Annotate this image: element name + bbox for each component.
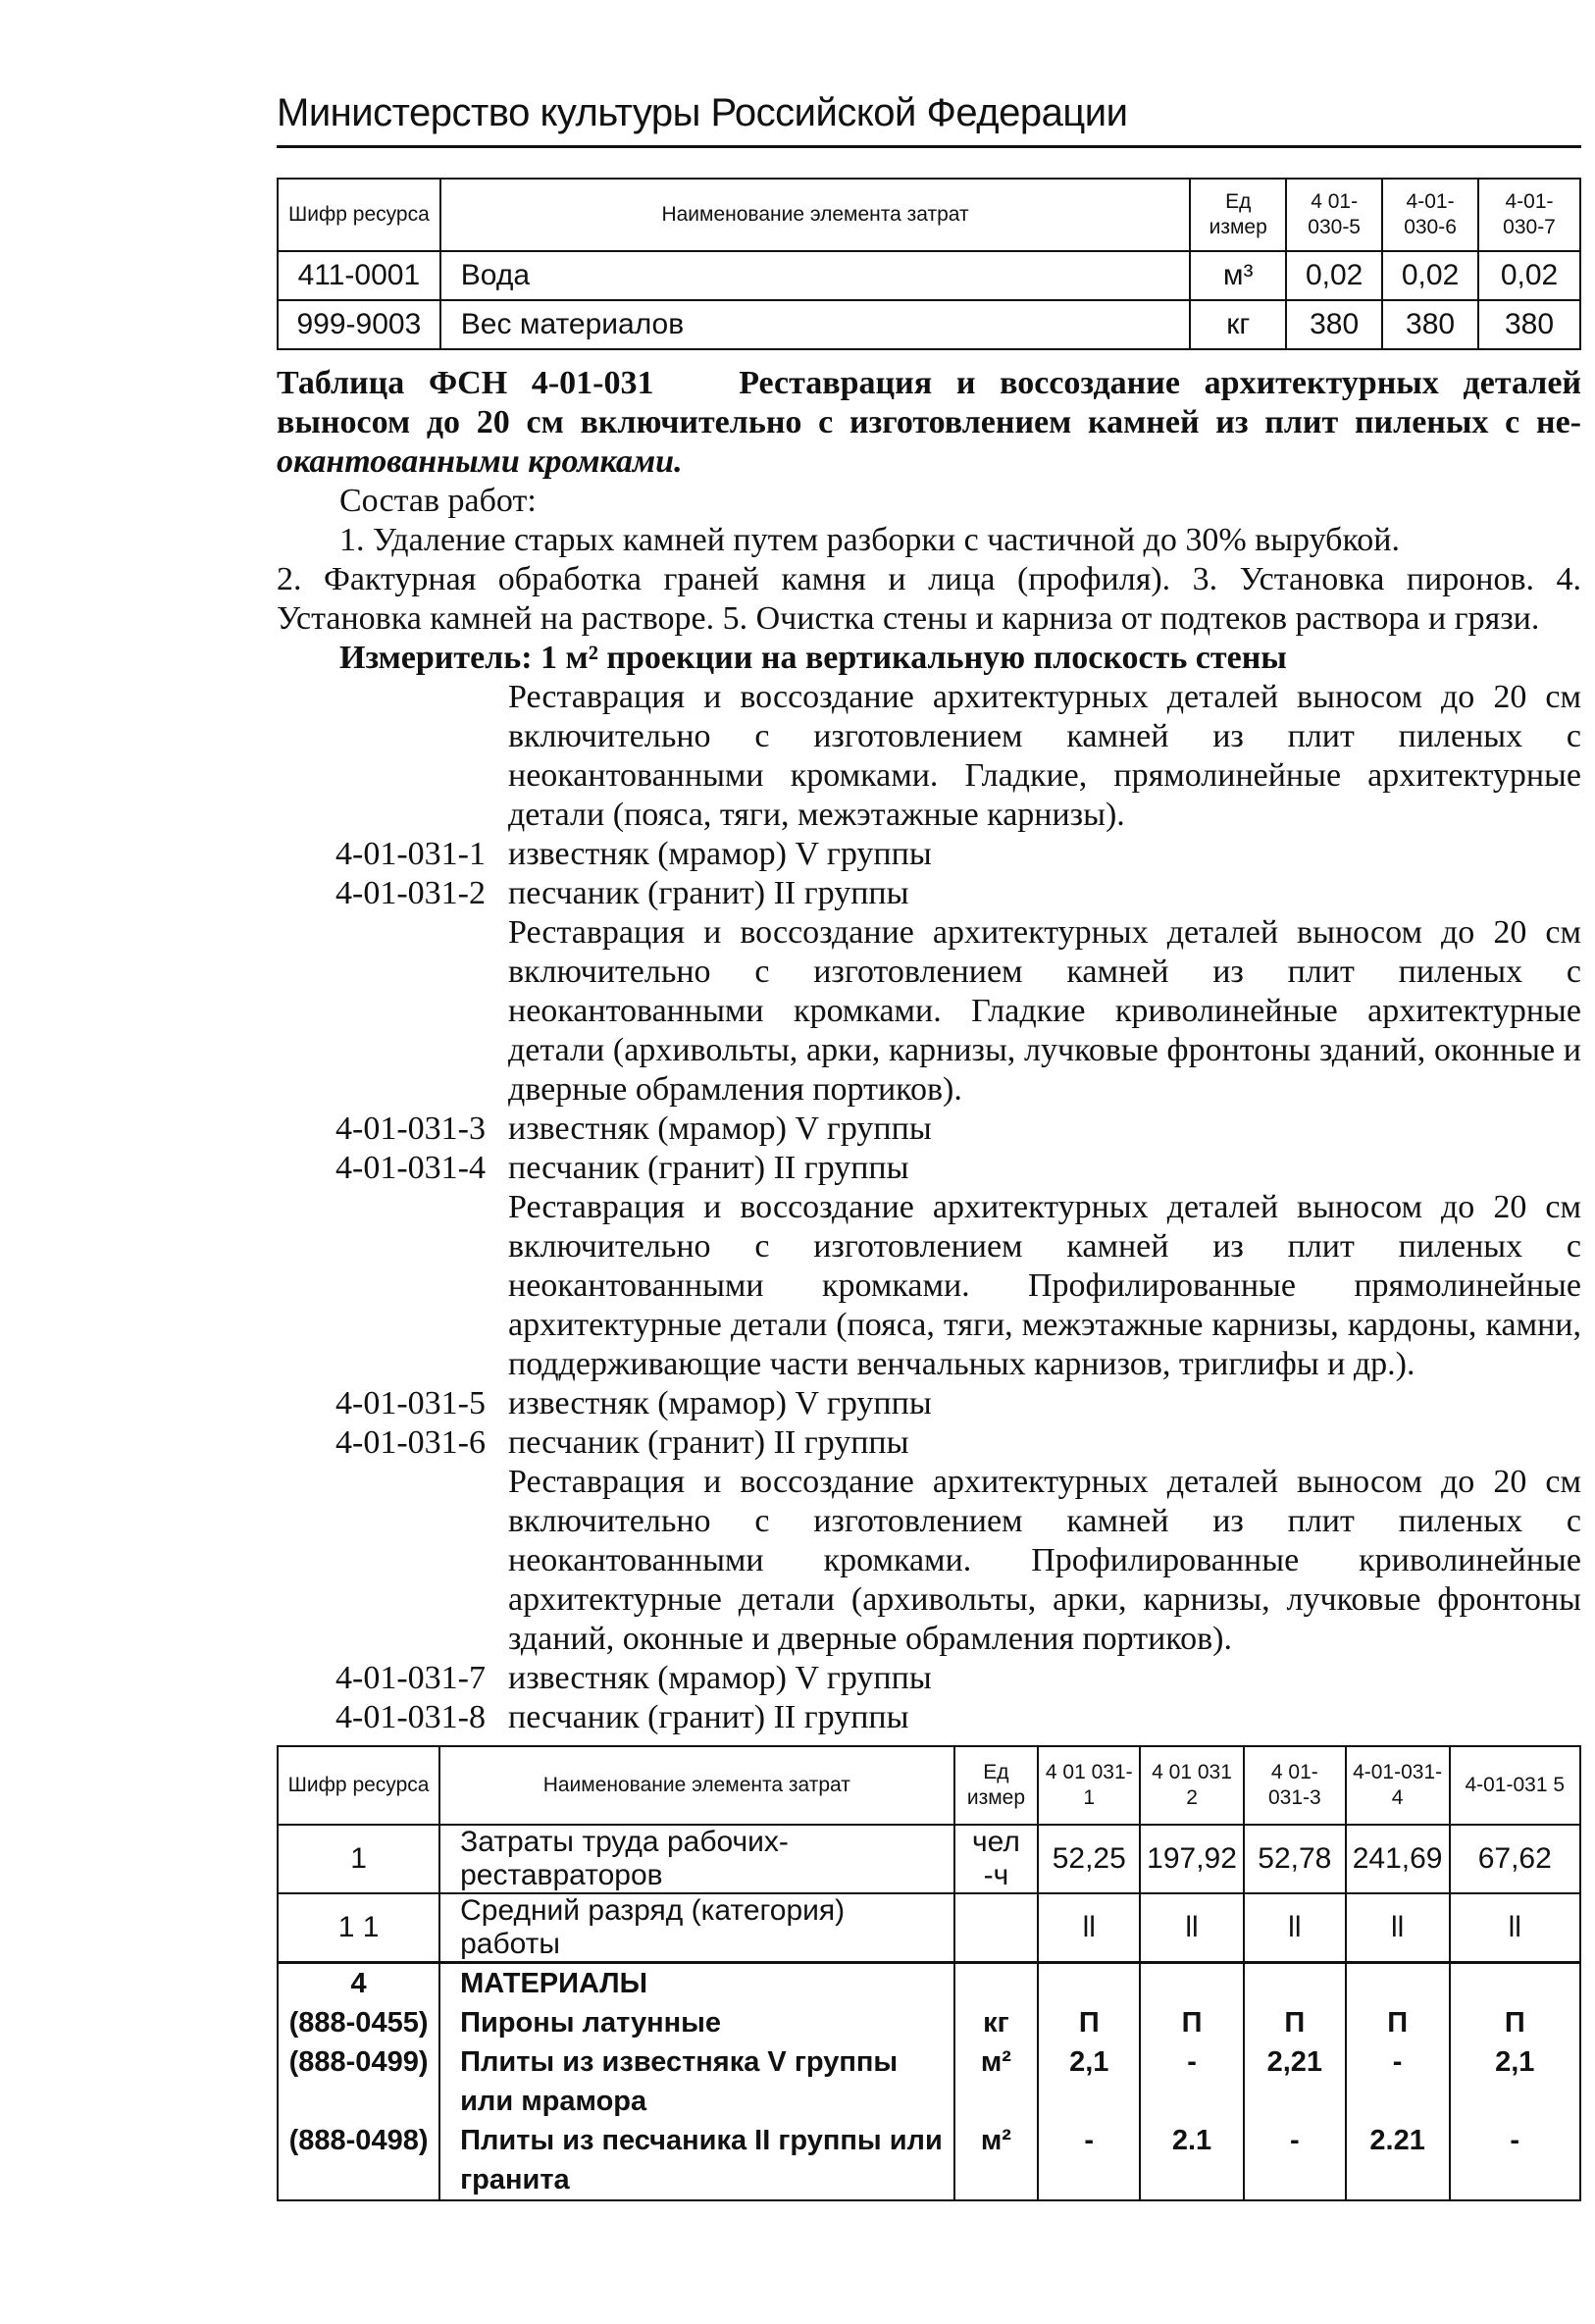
norm-description: песчаник (гранит) II группы <box>508 1424 909 1461</box>
table-cell: - <box>1346 2042 1450 2121</box>
table-header-cell: 4-01-030-6 <box>1382 179 1478 251</box>
table-cell: П <box>1038 2003 1140 2042</box>
table-cell: 380 <box>1286 300 1382 349</box>
table-cell: 0,02 <box>1286 251 1382 300</box>
measure-unit: Измеритель: 1 м² проекции на вертикальную плоскость стены <box>339 640 1287 676</box>
table-header-cell: Ед измер <box>1190 179 1286 251</box>
table-header-cell: 4 01 031 2 <box>1140 1746 1244 1825</box>
table-cell <box>1244 1963 1346 2004</box>
norm-code <box>277 1188 508 1384</box>
norm-description: Реставрация и воссоздание архитектурных деталей выносом до 20 см включительно с изготовлением камней из плит пиленых с неокантованными кромками. Профилированные криволинейные архитектурные детали (архивольты, арки, карнизы, лучковые фронтоны зданий, оконные и дверные обрамления портиков). <box>508 1464 1581 1657</box>
composition-first-line: 1. Удаление старых камней путем разборки с частичной до 30% вырубкой. <box>339 522 1400 558</box>
table-cell: 197,92 <box>1140 1825 1244 1893</box>
list-item <box>277 1423 1581 1463</box>
table-cell: 2,1 <box>1038 2042 1140 2121</box>
table-cell: Плиты из песчаника II группы или гранита <box>439 2121 953 2200</box>
table-cell: П <box>1450 2003 1581 2042</box>
table-title-code: Таблица ФСН 4-01-031 <box>277 365 654 401</box>
table-cell: 67,62 <box>1450 1825 1581 1893</box>
list-item <box>277 1110 1581 1149</box>
table-cell <box>1038 1963 1140 2004</box>
norm-description: песчаник (гранит) II группы <box>508 1699 909 1735</box>
list-item <box>277 1149 1581 1188</box>
table-cell: П <box>1244 2003 1346 2042</box>
table-cell: м² <box>954 2042 1039 2121</box>
table-header-cell: 4 01-030-5 <box>1286 179 1382 251</box>
table-row <box>278 2042 1580 2121</box>
norm-description: Реставрация и воссоздание архитектурных деталей выносом до 20 см включительно с изготовлением камней из плит пиленых с неокантованными кромками. Профилированные прямолинейные архитектурные детали (пояса, тяги, межэтажные карнизы, кардоны, камни, поддерживающие части венчальных карнизов, триглифы и др.). <box>508 1189 1581 1382</box>
table-cell: кг <box>954 2003 1039 2042</box>
table-cell: 1 1 <box>278 1893 439 1963</box>
table-row <box>278 251 1580 300</box>
table-cell: Вода <box>440 251 1190 300</box>
table-header-row <box>278 179 1580 251</box>
table-cell: Затраты труда рабочих-реставраторов <box>439 1825 953 1893</box>
table-resources-031 <box>277 1745 1581 2201</box>
table-cell: Средний разряд (категория) работы <box>439 1893 953 1963</box>
table-cell: 52,25 <box>1038 1825 1140 1893</box>
table-header-row <box>278 1746 1580 1825</box>
norm-description: известняк (мрамор) V группы <box>508 1660 932 1696</box>
table-cell: ll <box>1450 1893 1581 1963</box>
table-cell: 380 <box>1478 300 1580 349</box>
table-cell <box>954 1893 1039 1963</box>
table-cell: 241,69 <box>1346 1825 1450 1893</box>
table-cell: П <box>1140 2003 1244 2042</box>
table-cell: - <box>1140 2042 1244 2121</box>
table-cell: 2,21 <box>1244 2042 1346 2121</box>
table-header-cell: Ед измер <box>954 1746 1039 1825</box>
table-row <box>278 2003 1580 2042</box>
table-row <box>278 1963 1580 2004</box>
table-title-italic: окантованными кромками. <box>277 443 683 480</box>
table-cell: 2,1 <box>1450 2042 1581 2121</box>
norm-list <box>277 678 1581 1737</box>
table-header-cell: 4-01-031-4 <box>1346 1746 1450 1825</box>
composition-label: Состав работ: <box>339 483 537 519</box>
table-cell: 4 <box>278 1963 439 2004</box>
section-title <box>277 364 1581 482</box>
table-cell: ll <box>1140 1893 1244 1963</box>
table-cell: (888-0455) <box>278 2003 439 2042</box>
list-item <box>277 1463 1581 1659</box>
norm-code: 4-01-031-4 <box>335 1150 486 1186</box>
table-cell: (888-0499) <box>278 2042 439 2121</box>
table-cell: 380 <box>1382 300 1478 349</box>
list-item <box>277 678 1581 835</box>
table-cell <box>1346 1963 1450 2004</box>
list-item <box>277 1698 1581 1737</box>
table-row <box>278 1825 1580 1893</box>
table-cell: чел -ч <box>954 1825 1039 1893</box>
table-header-cell: Шифр ресурса <box>278 1746 439 1825</box>
table-cell: кг <box>1190 300 1286 349</box>
table-cell: (888-0498) <box>278 2121 439 2200</box>
list-item <box>277 874 1581 913</box>
table-row <box>278 2121 1580 2200</box>
table-header-cell: Наименование элемента затрат <box>440 179 1190 251</box>
table-cell: 411-0001 <box>278 251 440 300</box>
table-header-cell: 4 01 031-1 <box>1038 1746 1140 1825</box>
norm-code <box>277 678 508 835</box>
table-cell: ll <box>1244 1893 1346 1963</box>
norm-code: 4-01-031-3 <box>335 1110 486 1147</box>
table-header-cell: Наименование элемента затрат <box>439 1746 953 1825</box>
norm-code: 4-01-031-1 <box>335 836 486 872</box>
table-cell: ll <box>1346 1893 1450 1963</box>
list-item <box>277 1384 1581 1423</box>
composition-rest: 2. Фактурная обработка граней камня и лица (профиля). 3. Установка пиронов. 4. Установка камней на растворе. 5. Очистка стены и карниза от подтеков раствора и грязи. <box>277 561 1581 637</box>
table-row <box>278 1893 1580 1963</box>
table-cell <box>1450 1963 1581 2004</box>
list-item <box>277 1188 1581 1384</box>
table-header-cell: 4-01-030-7 <box>1478 179 1580 251</box>
norm-code <box>277 913 508 1110</box>
norm-description: известняк (мрамор) V группы <box>508 836 932 872</box>
norm-code: 4-01-031-8 <box>335 1699 486 1735</box>
table-cell: 0,02 <box>1382 251 1478 300</box>
table-cell: - <box>1038 2121 1140 2200</box>
table-resources-030 <box>277 178 1581 350</box>
norm-description: известняк (мрамор) V группы <box>508 1110 932 1147</box>
document-page <box>277 88 1581 2201</box>
norm-code: 4-01-031-2 <box>335 875 486 911</box>
table-cell: - <box>1244 2121 1346 2200</box>
table-cell: 2.21 <box>1346 2121 1450 2200</box>
norm-description: песчаник (гранит) II группы <box>508 1150 909 1186</box>
table-cell: 1 <box>278 1825 439 1893</box>
table-cell: Вес материалов <box>440 300 1190 349</box>
list-item <box>277 913 1581 1110</box>
norm-description: Реставрация и воссоздание архитектурных деталей выносом до 20 см включительно с изготовлением камней из плит пиленых с неокантованными кромками. Гладкие криволинейные архитектурные детали (архивольты, арки, карнизы, лучковые фронтоны зданий, оконные и дверные обрамления портиков). <box>508 914 1581 1108</box>
norm-description: известняк (мрамор) V группы <box>508 1385 932 1421</box>
table-cell: 2.1 <box>1140 2121 1244 2200</box>
norm-code: 4-01-031-5 <box>335 1385 486 1421</box>
list-item <box>277 1659 1581 1698</box>
table-cell: МАТЕРИАЛЫ <box>439 1963 953 2004</box>
table-header-cell: 4 01-031-3 <box>1244 1746 1346 1825</box>
table-cell: Пироны латунные <box>439 2003 953 2042</box>
list-item <box>277 835 1581 874</box>
norm-description: песчаник (гранит) II группы <box>508 875 909 911</box>
norm-code <box>277 1463 508 1659</box>
norm-code: 4-01-031-7 <box>335 1660 486 1696</box>
table-cell: - <box>1450 2121 1581 2200</box>
table-header-cell: 4-01-031 5 <box>1450 1746 1581 1825</box>
table-cell: м² <box>954 2121 1039 2200</box>
table-cell: м³ <box>1190 251 1286 300</box>
table-cell <box>954 1963 1039 2004</box>
table-cell: ll <box>1038 1893 1140 1963</box>
table-cell: 999-9003 <box>278 300 440 349</box>
table-title-text: Реставрация и воссоздание архитектурных деталей выносом до 20 см включительно с изготовлением камней из плит пиленых с не- <box>277 365 1582 440</box>
table-cell: П <box>1346 2003 1450 2042</box>
table-cell: Плиты из известняка V группы или мрамора <box>439 2042 953 2121</box>
norm-code: 4-01-031-6 <box>335 1424 486 1461</box>
table-cell: 0,02 <box>1478 251 1580 300</box>
norm-description: Реставрация и воссоздание архитектурных деталей выносом до 20 см включительно с изготовлением камней из плит пиленых с неокантованными кромками. Гладкие, прямолинейные архитектурные детали (пояса, тяги, межэтажные карнизы). <box>508 679 1581 833</box>
table-cell: 52,78 <box>1244 1825 1346 1893</box>
page-header: Министерство культуры Российской Федерации <box>277 88 1581 148</box>
table-row <box>278 300 1580 349</box>
table-header-cell: Шифр ресурса <box>278 179 440 251</box>
table-cell <box>1140 1963 1244 2004</box>
